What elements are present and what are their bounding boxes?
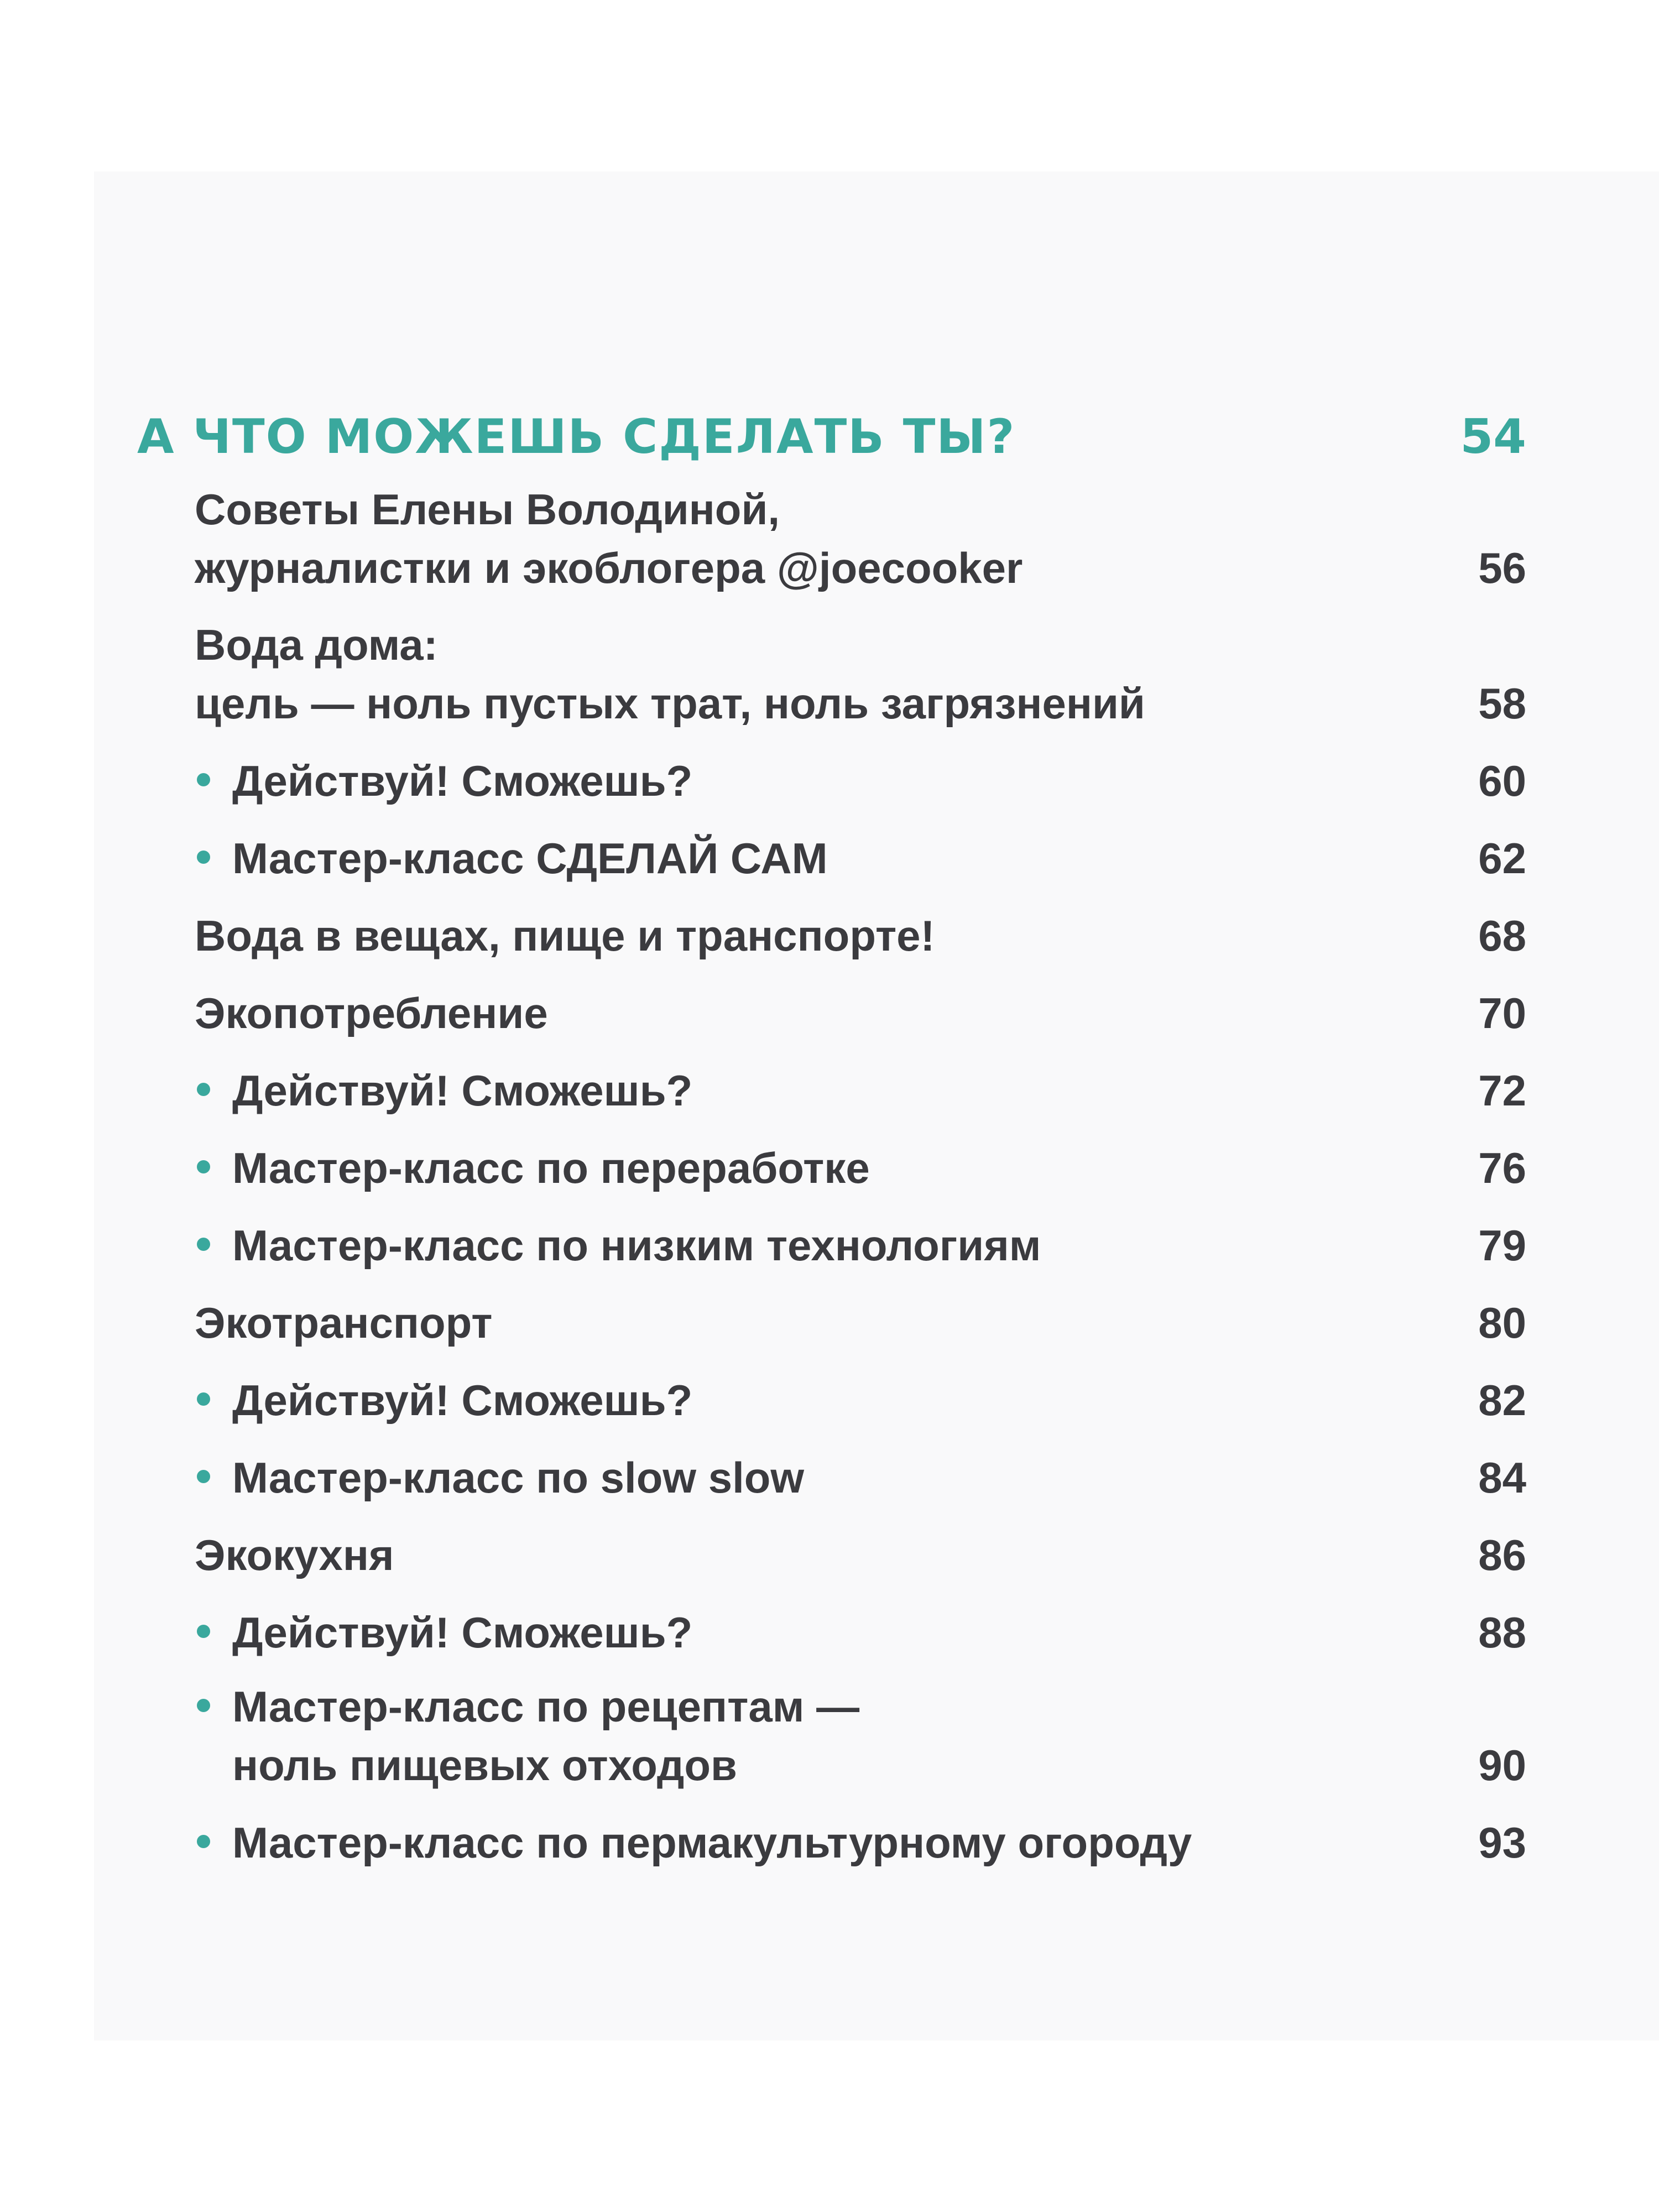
toc-entry-title-line: Действуй! Сможешь? [232,1066,693,1115]
toc-entry-title [232,1813,1192,1872]
bullet-icon [197,1699,210,1712]
toc-entry-page-number: 56 [1478,544,1526,592]
bullet-icon [197,1083,210,1096]
toc-entry-page-number: 88 [1478,1608,1526,1657]
toc-entry-title-line: Действуй! Сможешь? [232,757,693,805]
toc-entry-page-number: 79 [1478,1221,1526,1270]
toc-entry-title-line: Экокухня [195,1531,394,1579]
toc-entry-title [232,829,828,888]
toc-entry [195,1371,1526,1430]
toc-entry-title-line: Действуй! Сможешь? [232,1376,693,1425]
toc-entry-page-number: 90 [1478,1741,1526,1790]
toc-entry-title-line: цель — ноль пустых трат, ноль загрязнений [195,679,1145,728]
toc-entry-title-line: Мастер-класс по пермакультурному огороду [232,1818,1192,1867]
bullet-icon [197,1835,210,1848]
bullet-icon [197,1238,210,1251]
toc-entry-page-number: 68 [1478,911,1526,960]
toc-entry [195,984,1526,1042]
toc-entry-title [195,615,1145,733]
toc-entry [195,1293,1526,1352]
toc-entry-page-number: 70 [1478,989,1526,1037]
toc-entry-title [232,1603,692,1662]
toc-entry-title-line: Мастер-класс по рецептам — [232,1682,860,1731]
bullet-icon [197,1160,210,1173]
toc-entry-title-line: Советы Елены Володиной, [195,485,780,534]
toc-entry-title-line: Вода дома: [195,620,438,669]
toc-entry-title [195,906,935,965]
toc-entry-page-number: 76 [1478,1144,1526,1192]
toc-entry [195,906,1526,965]
bullet-icon [197,1392,210,1406]
toc-entry-page-number: 93 [1478,1818,1526,1867]
toc-entry-title [232,752,692,810]
toc-entry-title [195,984,548,1042]
toc-entry-title-line: Вода в вещах, пище и транспорте! [195,911,935,960]
section-title: А ЧТО МОЖЕШЬ СДЕЛАТЬ ТЫ? [137,409,1016,465]
toc-entry [195,1139,1526,1197]
toc-entry [195,1061,1526,1120]
toc-entry-title-line: Экотранспорт [195,1298,493,1347]
toc-entry [195,1603,1526,1662]
bullet-icon [197,773,210,786]
toc-entry [195,480,1526,597]
toc-entry-page-number: 60 [1478,757,1526,805]
toc-entry-page-number: 84 [1478,1453,1526,1502]
toc-entry [195,1526,1526,1584]
section-page-number: 54 [1460,409,1526,465]
toc-entry [195,829,1526,888]
toc-entry-title-line: ноль пищевых отходов [232,1741,737,1790]
bullet-icon [197,851,210,864]
toc-entry-title [232,1677,859,1794]
toc-entry-title [232,1216,1041,1275]
toc-entry-page-number: 80 [1478,1298,1526,1347]
toc-entry-page-number: 86 [1478,1531,1526,1579]
toc-entry-title-line: Мастер-класс СДЕЛАЙ САМ [232,834,828,883]
toc-entry [195,615,1526,733]
toc-entry [195,1216,1526,1275]
toc-entry-title [232,1371,692,1430]
bullet-icon [197,1470,210,1483]
toc-entry [195,1677,1526,1794]
toc-entry-title-line: Мастер-класс по низким технологиям [232,1221,1041,1270]
toc-entry-title [232,1139,870,1197]
toc-entry [195,752,1526,810]
toc-entry [195,1813,1526,1872]
toc-entry-title [232,1448,804,1507]
toc-entry-page-number: 82 [1478,1376,1526,1425]
toc-entry-title [232,1061,692,1120]
bullet-icon [197,1625,210,1638]
toc-entry-title [195,480,1022,597]
toc-entry-page-number: 58 [1478,679,1526,728]
toc-entry-title-line: журналистки и экоблогера @joecooker [195,544,1023,592]
toc-entry-title-line: Действуй! Сможешь? [232,1608,693,1657]
toc-entry [195,1448,1526,1507]
toc-entry-page-number: 72 [1478,1066,1526,1115]
toc-entry-title [195,1293,493,1352]
toc-entry-title-line: Мастер-класс по slow slow [232,1453,805,1502]
toc-entry-page-number: 62 [1478,834,1526,883]
toc-entry-title-line: Мастер-класс по переработке [232,1144,870,1192]
toc-entry-title-line: Экопотребление [195,989,548,1037]
toc-entry-title [195,1526,394,1584]
